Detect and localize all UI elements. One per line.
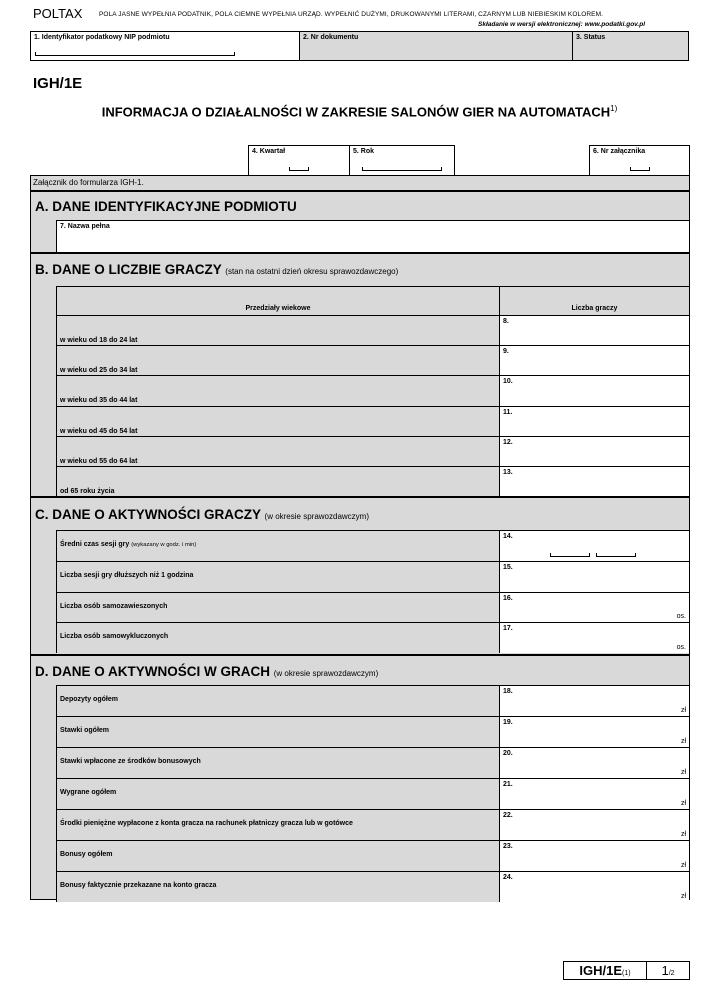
- field-number: 10.: [503, 378, 513, 386]
- section-b-title: B. DANE O LICZBIE GRACZY: [35, 262, 222, 277]
- attachment-note: Załącznik do formularza IGH-1.: [33, 178, 144, 187]
- currency-unit: zł: [680, 707, 686, 714]
- year-label: 5. Rok: [353, 148, 375, 155]
- self-suspended-field[interactable]: [499, 592, 689, 622]
- currency-unit: zł: [680, 769, 686, 776]
- electronic-filing-note: Składanie w wersji elektronicznej: www.podatki.gov.pl: [478, 21, 645, 28]
- row-label: w wieku od 18 do 24 lat: [60, 337, 138, 344]
- field-number-14: 14.: [503, 533, 513, 540]
- nip-tick-boxes: [35, 52, 235, 56]
- footer-code-text: IGH/1E: [579, 963, 623, 978]
- year-field[interactable]: [350, 145, 455, 176]
- row-value-field[interactable]: [499, 809, 689, 840]
- section-c-note: (w okresie sprawozdawczym): [264, 512, 369, 521]
- section-c-title: C. DANE O AKTYWNOŚCI GRACZY: [35, 507, 261, 522]
- attachment-number-label: 6. Nr załącznika: [593, 148, 646, 155]
- row-value-field[interactable]: [499, 747, 689, 778]
- section-d-heading: [35, 664, 378, 679]
- row-label: Stawki ogółem: [60, 727, 110, 734]
- section-a-heading: A. DANE IDENTYFIKACYJNE PODMIOTU: [35, 199, 297, 214]
- self-suspended-label: Liczba osób samozawieszonych: [60, 603, 168, 610]
- full-name-field[interactable]: [56, 220, 689, 252]
- title-footnote: 1): [610, 104, 618, 113]
- row-label-cell: [56, 840, 499, 871]
- section-divider: [31, 496, 689, 498]
- self-excluded-label: Liczba osób samowykluczonych: [60, 633, 169, 640]
- self-excluded-row: [56, 622, 499, 653]
- row-value-field[interactable]: [499, 778, 689, 809]
- currency-unit: zł: [680, 862, 686, 869]
- field-number: 20.: [503, 750, 513, 757]
- row-value-field[interactable]: [499, 840, 689, 871]
- row-label-cell: [56, 809, 499, 840]
- avg-session-time-row: [56, 530, 499, 561]
- footer-version: (1): [622, 970, 631, 977]
- quarter-tick-boxes: [289, 167, 309, 171]
- row-label-cell: [56, 436, 499, 466]
- row-label: Wygrane ogółem: [60, 789, 117, 796]
- row-label: Bonusy faktycznie przekazane na konto gracza: [60, 882, 217, 889]
- long-sessions-row: [56, 561, 499, 592]
- attachment-tick-boxes: [630, 167, 650, 171]
- player-count-header-label: Liczba graczy: [571, 305, 618, 312]
- long-sessions-label: Liczba sesji gry dłuższych niż 1 godzina: [60, 572, 194, 579]
- field-number: 12.: [503, 438, 513, 446]
- section-d-title: D. DANE O AKTYWNOŚCI W GRACH: [35, 664, 270, 679]
- row-label-cell: [56, 406, 499, 436]
- field-number: 11.: [503, 408, 513, 416]
- row-value-field[interactable]: [499, 375, 689, 405]
- row-value-field[interactable]: [499, 466, 689, 496]
- row-label: w wieku od 45 do 54 lat: [60, 427, 138, 435]
- avg-session-time-label: [60, 541, 196, 548]
- section-c-heading: [35, 507, 369, 522]
- avg-session-time-text: Średni czas sesji gry: [60, 541, 130, 548]
- footer-page: [647, 962, 689, 979]
- year-tick-boxes: [362, 167, 442, 171]
- row-label: od 65 roku życia: [60, 488, 115, 495]
- avg-session-time-note: (wykazany w godz. i min): [131, 542, 197, 548]
- field-number-15: 15.: [503, 564, 513, 571]
- footer-page-number: 1: [661, 963, 669, 978]
- doc-number-label: 2. Nr dokumentu: [303, 34, 359, 41]
- row-value-field[interactable]: [499, 685, 689, 716]
- section-b-note: (stan na ostatni dzień okresu sprawozdawczego): [225, 267, 399, 276]
- status-field: [573, 32, 688, 60]
- row-label: w wieku od 55 do 64 lat: [60, 457, 138, 465]
- age-ranges-header-label: Przedziały wiekowe: [245, 305, 311, 312]
- section-divider: [31, 252, 689, 254]
- row-value-field[interactable]: [499, 406, 689, 436]
- full-name-label: 7. Nazwa pełna: [60, 223, 110, 230]
- player-count-header: [499, 286, 689, 315]
- attachment-number-field[interactable]: [589, 145, 690, 176]
- row-label-cell: [56, 345, 499, 375]
- row-value-field[interactable]: [499, 345, 689, 375]
- section-b-heading: [35, 262, 398, 277]
- row-value-field[interactable]: [499, 315, 689, 345]
- minutes-tick-boxes: [596, 553, 636, 557]
- field-number: 22.: [503, 812, 513, 819]
- footer-box: [563, 961, 690, 980]
- row-label: Środki pieniężne wypłacone z konta gracza na rachunek płatniczy gracza lub w gotówce: [60, 820, 353, 827]
- poltax-label: POLTAX: [33, 6, 83, 21]
- row-value-field[interactable]: [499, 871, 689, 902]
- currency-unit: zł: [680, 893, 686, 900]
- hours-tick-boxes: [550, 553, 590, 557]
- self-excluded-field[interactable]: [499, 622, 689, 653]
- persons-unit: os.: [676, 644, 686, 651]
- field-number: 24.: [503, 874, 513, 881]
- field-number: 9.: [503, 348, 509, 356]
- currency-unit: zł: [680, 738, 686, 745]
- currency-unit: zł: [680, 800, 686, 807]
- field-number: 13.: [503, 469, 513, 476]
- row-label: Depozyty ogółem: [60, 696, 118, 703]
- section-d-note: (w okresie sprawozdawczym): [273, 669, 379, 678]
- row-label-cell: [56, 466, 499, 496]
- row-value-field[interactable]: [499, 716, 689, 747]
- form-body: [30, 175, 690, 900]
- field-number: 23.: [503, 843, 513, 850]
- field-number: 18.: [503, 688, 513, 695]
- currency-unit: zł: [680, 831, 686, 838]
- row-label: Stawki wpłacone ze środków bonusowych: [60, 758, 201, 765]
- footer-page-total: /2: [668, 970, 675, 977]
- row-label-cell: [56, 375, 499, 405]
- age-ranges-header: [56, 286, 499, 315]
- header-fields: [30, 31, 689, 61]
- section-divider: [31, 190, 689, 192]
- quarter-field[interactable]: [248, 145, 350, 176]
- field-number: 8.: [503, 318, 509, 325]
- field-number: 21.: [503, 781, 513, 788]
- row-label: Bonusy ogółem: [60, 851, 113, 858]
- row-label-cell: [56, 716, 499, 747]
- section-divider: [31, 654, 689, 656]
- row-label-cell: [56, 315, 499, 345]
- long-sessions-field[interactable]: [499, 561, 689, 592]
- form-title: [30, 104, 689, 119]
- nip-label: 1. Identyfikator podatkowy NIP podmiotu: [34, 34, 170, 41]
- row-label: w wieku od 25 do 34 lat: [60, 367, 138, 375]
- row-label-cell: [56, 685, 499, 716]
- form-title-text: INFORMACJA O DZIAŁALNOŚCI W ZAKRESIE SALONÓW GIER NA AUTOMATACH: [101, 104, 611, 120]
- field-number-16: 16.: [503, 595, 513, 602]
- field-number: 19.: [503, 719, 513, 726]
- row-label-cell: [56, 747, 499, 778]
- status-label: 3. Status: [576, 34, 606, 41]
- nip-field[interactable]: [31, 32, 300, 60]
- quarter-label: 4. Kwartał: [252, 148, 286, 155]
- row-value-field[interactable]: [499, 436, 689, 466]
- row-label: w wieku od 35 do 44 lat: [60, 397, 138, 405]
- row-label-cell: [56, 778, 499, 809]
- persons-unit: os.: [676, 613, 686, 620]
- row-label-cell: [56, 871, 499, 902]
- avg-session-time-field[interactable]: [499, 530, 689, 561]
- instruction-text: POLA JASNE WYPEŁNIA PODATNIK, POLA CIEMNE WYPEŁNIA URZĄD. WYPEŁNIĆ DUŻYMI, DRUKOWANYMI LITERAMI, CZARNYM LUB NIEBIESKIM KOLOREM.: [99, 11, 603, 18]
- form-code: IGH/1E: [33, 75, 83, 92]
- field-number-17: 17.: [503, 625, 513, 632]
- self-suspended-row: [56, 592, 499, 622]
- footer-form-code: [564, 962, 647, 979]
- doc-number-field: [300, 32, 573, 60]
